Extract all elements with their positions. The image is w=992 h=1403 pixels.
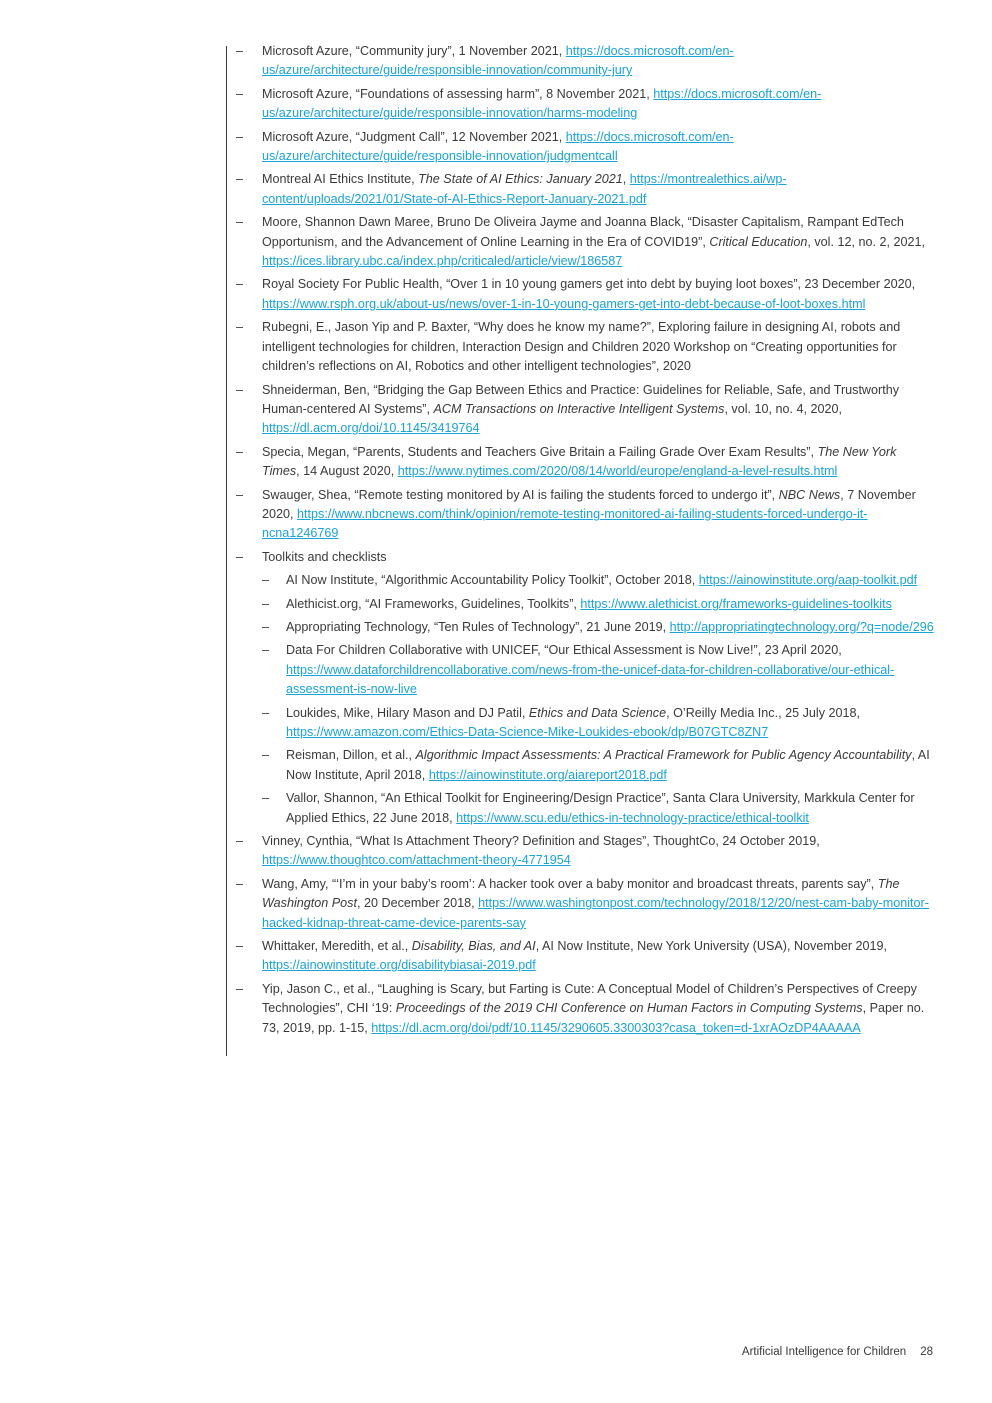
list-dash: – <box>236 876 244 891</box>
list-dash: – <box>236 382 244 397</box>
page-footer <box>742 1346 933 1358</box>
reference-text: Wang, Amy, “‘I’m in your baby’s room’: A hacker took over a baby monitor and broadcast threats, parents say”, <box>262 876 878 891</box>
reference-entry <box>236 443 936 482</box>
reference-text: Swauger, Shea, “Remote testing monitored by AI is failing the students forced to undergo it”, <box>262 487 779 502</box>
reference-entry <box>236 85 936 124</box>
reference-entry <box>236 937 936 976</box>
reference-text: Shneiderman, Ben, “Bridging the Gap Between Ethics and Practice: Guidelines for Reliable, Safe, and Trustworthy Human-centered AI Systems”, <box>262 382 900 416</box>
reference-text: Reisman, Dillon, et al., <box>286 748 416 763</box>
reference-link[interactable]: https://dl.acm.org/doi/10.1145/3419764 <box>262 421 480 436</box>
reference-link[interactable]: https://www.amazon.com/Ethics-Data-Science-Mike-Loukides-ebook/dp/B07GTC8ZN7 <box>286 725 769 739</box>
reference-body <box>262 834 820 867</box>
list-dash: – <box>236 320 244 335</box>
reference-body <box>286 573 917 587</box>
reference-body <box>262 172 787 205</box>
margin-rule <box>226 46 227 1056</box>
reference-link[interactable]: https://www.alethicist.org/frameworks-guidelines-toolkits <box>580 596 892 611</box>
reference-body <box>286 620 934 634</box>
reference-link[interactable]: https://www.nbcnews.com/think/opinion/remote-testing-monitored-ai-failing-students-forced-undergo-it-ncna1246769 <box>262 506 868 541</box>
list-dash: – <box>236 44 244 58</box>
reference-title: Critical Education <box>709 234 808 249</box>
reference-text: Specia, Megan, “Parents, Students and Teachers Give Britain a Failing Grade Over Exam Results”, <box>262 444 818 459</box>
sub-reference-entry <box>262 704 936 743</box>
page-number: 28 <box>920 1346 933 1358</box>
list-dash: – <box>262 643 270 658</box>
list-dash: – <box>236 939 244 954</box>
reference-entry <box>236 213 936 271</box>
reference-text: Vallor, Shannon, “An Ethical Toolkit for Engineering/Design Practice”, Santa Clara University, Markkula Center for Applied Ethics, 22 June 2018, <box>286 791 915 825</box>
reference-text: , 14 August 2020, <box>296 464 398 479</box>
list-dash: – <box>236 215 244 230</box>
reference-body <box>286 791 915 824</box>
reference-link[interactable]: https://www.dataforchildrencollaborative.com/news-from-the-unicef-data-for-children-collaborative/our-ethical-assessment-is-now-live <box>286 662 895 697</box>
list-dash: – <box>262 596 270 611</box>
reference-text: Toolkits and checklists <box>262 549 387 564</box>
reference-body <box>286 597 892 611</box>
reference-entry <box>236 42 936 81</box>
reference-link[interactable]: https://docs.microsoft.com/en-us/azure/architecture/guide/responsible-innovation/judgmentcall <box>262 129 734 164</box>
reference-body <box>262 215 925 268</box>
reference-text: , vol. 12, no. 2, 2021, <box>807 234 925 249</box>
reference-entry <box>236 548 936 828</box>
reference-text: Loukides, Mike, Hilary Mason and DJ Patil, <box>286 705 529 720</box>
reference-text: Moore, Shannon Dawn Maree, Bruno De Oliveira Jayme and Joanna Black, “Disaster Capitalism, Rampant EdTech Opportunism, and the Advancement of Online Learning in the Era of COVID19”, <box>262 215 904 249</box>
reference-body <box>262 87 821 120</box>
reference-text: Alethicist.org, “AI Frameworks, Guidelines, Toolkits”, <box>286 596 581 611</box>
reference-body <box>262 383 899 436</box>
reference-text: Microsoft Azure, “Foundations of assessing harm”, 8 November 2021, <box>262 86 654 101</box>
list-dash: – <box>262 573 270 588</box>
reference-text: Vinney, Cynthia, “What Is Attachment Theory? Definition and Stages”, ThoughtCo, 24 October 2019, <box>262 834 820 849</box>
reference-title: Proceedings of the 2019 CHI Conference on Human Factors in Computing Systems <box>395 1001 863 1016</box>
reference-body <box>262 277 915 310</box>
sub-reference-entry <box>262 746 936 785</box>
reference-text: Royal Society For Public Health, “Over 1 in 10 young gamers get into debt by buying loot boxes”, 23 December 2020, <box>262 277 916 292</box>
reference-body <box>286 643 894 696</box>
reference-entry <box>236 875 936 933</box>
reference-link[interactable]: https://www.scu.edu/ethics-in-technology-practice/ethical-toolkit <box>456 810 809 825</box>
reference-entry <box>236 980 936 1038</box>
footer-title: Artificial Intelligence for Children <box>741 1346 907 1358</box>
list-dash: – <box>236 834 244 849</box>
reference-title: ACM Transactions on Interactive Intelligent Systems <box>433 401 725 416</box>
reference-text: , <box>622 172 630 187</box>
list-dash: – <box>236 129 244 144</box>
list-dash: – <box>236 981 244 996</box>
reference-text: , O’Reilly Media Inc., 25 July 2018, <box>666 705 861 720</box>
list-dash: – <box>236 86 244 101</box>
reference-link[interactable]: https://www.rsph.org.uk/about-us/news/over-1-in-10-young-gamers-get-into-debt-because-of-loot-boxes.html <box>262 296 866 311</box>
reference-body <box>262 877 929 930</box>
reference-link[interactable]: https://ainowinstitute.org/aap-toolkit.pdf <box>698 573 918 588</box>
list-dash: – <box>262 748 270 763</box>
reference-body <box>262 320 900 373</box>
reference-link[interactable]: https://ices.library.ubc.ca/index.php/criticaled/article/view/186587 <box>262 254 623 269</box>
reference-link[interactable]: https://montrealethics.ai/wp-content/uploads/2021/01/State-of-AI-Ethics-Report-January-2021.pdf <box>262 172 787 206</box>
reference-text: Rubegni, E., Jason Yip and P. Baxter, “Why does he know my name?”, Exploring failure in designing AI, robots and intelligent technologies for children, Interaction Design and Children 2020 Workshop on “Creating opportunities for children’s reflections on AI, Robotics and other intelligent technologies”, 2020 <box>262 320 901 374</box>
reference-entry <box>236 170 936 209</box>
reference-text: , AI Now Institute, April 2018, <box>286 748 930 782</box>
reference-text: , Paper no. 73, 2019, pp. 1-15, <box>262 1001 925 1035</box>
reference-entry <box>236 128 936 167</box>
reference-title: Algorithmic Impact Assessments: A Practical Framework for Public Agency Accountability <box>415 748 912 763</box>
reference-entry <box>236 832 936 871</box>
reference-link[interactable]: https://ainowinstitute.org/disabilitybiasai-2019.pdf <box>262 958 536 973</box>
reference-body <box>262 488 916 541</box>
reference-link[interactable]: http://appropriatingtechnology.org/?q=node/296 <box>669 619 934 634</box>
reference-body <box>262 445 896 478</box>
reference-title: Ethics and Data Science <box>528 705 667 720</box>
reference-body <box>262 130 734 163</box>
reference-title: The New York Times <box>262 444 897 479</box>
list-dash: – <box>236 277 244 292</box>
list-dash: – <box>262 791 270 806</box>
reference-link[interactable]: https://docs.microsoft.com/en-us/azure/architecture/guide/responsible-innovation/community-jury <box>262 44 734 78</box>
reference-text: Data For Children Collaborative with UNICEF, “Our Ethical Assessment is Now Live!”, 23 April 2020, <box>286 643 842 658</box>
reference-body <box>286 706 860 739</box>
sub-reference-entry <box>262 641 936 699</box>
reference-text: , AI Now Institute, New York University (USA), November 2019, <box>535 939 888 954</box>
reference-body <box>286 748 930 781</box>
reference-entry <box>236 318 936 376</box>
reference-text: AI Now Institute, “Algorithmic Accountability Policy Toolkit”, October 2018, <box>286 573 699 588</box>
list-dash: – <box>236 444 244 459</box>
reference-body <box>262 939 887 972</box>
sub-reference-entry <box>262 618 936 637</box>
list-dash: – <box>236 549 244 564</box>
reference-text: Appropriating Technology, “Ten Rules of Technology”, 21 June 2019, <box>286 619 670 634</box>
reference-text: , 20 December 2018, <box>356 896 479 911</box>
reference-body <box>262 982 924 1035</box>
list-dash: – <box>262 705 270 720</box>
reference-link[interactable]: https://www.thoughtco.com/attachment-theory-4771954 <box>262 853 571 868</box>
list-dash: – <box>236 487 244 502</box>
sub-reference-entry <box>262 789 936 828</box>
reference-text: , vol. 10, no. 4, 2020, <box>724 401 843 416</box>
reference-text: , 7 November 2020, <box>262 487 916 521</box>
reference-link[interactable]: https://www.nytimes.com/2020/08/14/world/europe/england-a-level-results.html <box>397 464 838 479</box>
reference-text: Montreal AI Ethics Institute, <box>262 172 419 187</box>
reference-body <box>262 550 387 564</box>
reference-link[interactable]: https://docs.microsoft.com/en-us/azure/architecture/guide/responsible-innovation/harms-modeling <box>262 86 822 121</box>
reference-title: The Washington Post <box>262 876 900 911</box>
reference-title: Disability, Bias, and AI <box>411 939 536 954</box>
sub-reference-entry <box>262 571 936 590</box>
sub-reference-entry <box>262 595 936 614</box>
reference-text: Microsoft Azure, “Community jury”, 1 November 2021, <box>262 44 566 58</box>
reference-link[interactable]: https://dl.acm.org/doi/pdf/10.1145/3290605.3300303?casa_token=d-1xrAOzDP4AAAAA <box>371 1020 861 1035</box>
reference-text: Yip, Jason C., et al., “Laughing is Scary, but Farting is Cute: A Conceptual Model of Children’s Perspectives of Creepy Technologies”, CHI ‘19: <box>262 981 917 1016</box>
reference-entry <box>236 486 936 544</box>
reference-text: Whittaker, Meredith, et al., <box>262 939 412 954</box>
reference-title: NBC News <box>778 487 841 502</box>
reference-entry <box>236 381 936 439</box>
sub-reference-list <box>262 571 936 828</box>
reference-text: Microsoft Azure, “Judgment Call”, 12 November 2021, <box>262 129 566 144</box>
list-dash: – <box>262 619 270 634</box>
reference-link[interactable]: https://ainowinstitute.org/aiareport2018.pdf <box>428 767 667 782</box>
reference-entry <box>236 275 936 314</box>
reference-title: The State of AI Ethics: January 2021 <box>418 172 623 187</box>
reference-link[interactable]: https://www.washingtonpost.com/technology/2018/12/20/nest-cam-baby-monitor-hacked-kidnap-threat-came-device-parents-say <box>262 896 929 930</box>
reference-list <box>236 42 936 1042</box>
reference-body <box>262 44 734 77</box>
list-dash: – <box>236 172 244 187</box>
